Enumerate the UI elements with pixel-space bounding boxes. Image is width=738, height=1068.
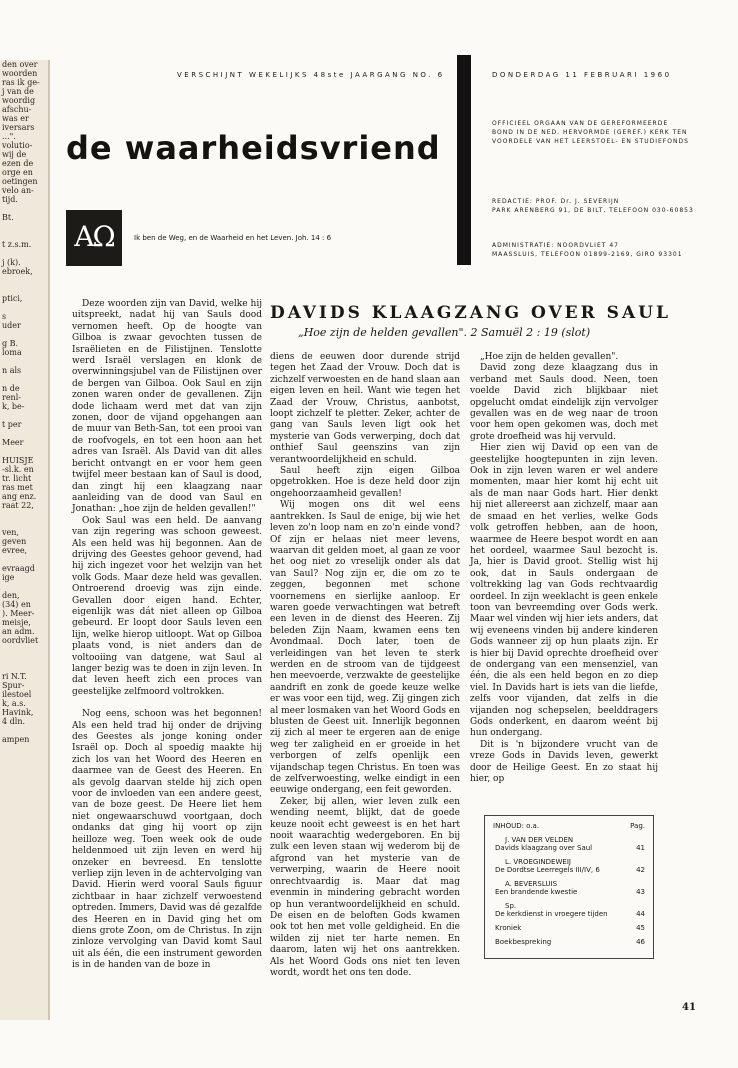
prev-page-line — [0, 447, 48, 456]
paragraph: Zeker, bij allen, wier leven zulk een wending neemt, blijkt, dat de goede keuze nooit echt geweest is en het hart nooit waarachtig wedergeboren. En bij zulk een leven staan wij wederom bij de afgrond van het mysterie van de verwerping, waarin de Heere nooit onrechtvaardig is. Maar dat mag evenmin in mindering gebracht worden op hun verantwoordelijkheid en schuld. De eisen en de beloften Gods kwamen ook tot hen met volle geldigheid. En die wilden zij niet ter harte nemen. En daarom, laten wij het ons aantrekken. Als het Woord Gods ons niet ten leven wordt, wordt het ons ten dode. — [270, 796, 460, 978]
paragraph: Wij mogen ons dit wel eens aantrekken. Is Saul de enige, bij wie het leven zo'n loop nam en zo'n einde vond? Of zijn er helaas niet meer levens, waarvan dit gelden moet, al gaan ze voor het oog niet zo vreselijk onder als dat van Saul? Nog zijn er, die om zo te zeggen, begonnen met schone voornemens en sierlijke aanloop. Er waren goede verwachtingen wat betreft een leven in de dienst des Heeren. Zij beleden Zijn Naam, kwamen eens ten Avondmaal. Doch later, toen de verleidingen van het leven te sterk werden en de stroom van de tijdgeest hen meevoerde, verzwakte de geestelijke aandrift en zonk de goede keuze welke er was voor een tijd, weg. Zij gingen zich al meer losmaken van het Woord Gods en blusten de Geest uit. Innerlijk begonnen zij zich al meer te ergeren aan de enige weg ter zaligheid en er groeide in het verborgen of zelfs openlijk een vijandschap tegen Christus. En toen was de zelfverwoesting, welke eindigt in een eeuwige ondergang, een feit geworden. — [270, 500, 460, 796]
prev-page-line: wij de — [2, 150, 27, 159]
editorial-info — [492, 197, 694, 215]
toc-title: De Dordtse Leerregels III/IV, 6 — [495, 866, 600, 874]
prev-page-line: geven — [2, 537, 27, 546]
prev-page-line: s — [2, 312, 7, 321]
toc-author: A. BEVERSLUIS — [505, 880, 558, 888]
toc-title: Boekbespreking — [495, 938, 552, 946]
paragraph: Nog eens, schoon was het begonnen! Als een held trad hij onder de drijving des Geestes als jonge koning onder Israël op. Doch al spoedig maakte hij zich los van het Woord des Heeren en daarmee van de Geest des Heeren. En als gevolg daarvan stelde hij zich open voor de invloeden van een andere geest, van de boze geest. De Heere liet hem niet ongewaarschuwd voortgaan, doch ondanks dat ging hij voort op zijn heilloze weg. Toen week ook de oude heldenmoed uit zijn leven en werd hij onzeker en bevreesd. En tenslotte verliep zijn leven in de achtervolging van David. Hierin werd vooral Sauls figuur zichtbaar in haar zichzelf verwoestend optreden. Immers, David was dé gezalfde des Heeren en in David ging het om diens grote Zoon, om de Christus. In zijn zinloze vervolging van David komt Saul uit als één, die een instrument geworden is in de handen van de boze in — [72, 709, 262, 971]
prev-page-line: -sl.k. en — [2, 465, 34, 474]
toc-page-label: Pag. — [630, 822, 645, 830]
prev-page-line — [0, 330, 48, 339]
article-subtitle: „Hoe zijn de helden gevallen". 2 Samuël 2 : 19 (slot) — [298, 326, 591, 339]
prev-page-line — [0, 582, 48, 591]
toc-entry — [493, 880, 645, 896]
prev-page-line: ilestoel — [2, 690, 32, 699]
prev-page-line: Bt. — [2, 213, 14, 222]
prev-page-line: Spur- — [2, 681, 25, 690]
article-column-2 — [270, 352, 460, 979]
prev-page-line: ezen de — [2, 159, 34, 168]
prev-page-line — [0, 285, 48, 294]
paragraph: Ook Saul was een held. De aanvang van zijn regering was schoon geweest. Als een held was hij begonnen. Aan de drijving des Geestes gehoor gevend, had hij zich ingezet voor het welzijn van het volk Gods. Maar deze held was gevallen. Ontroerend droevig was zijn einde. Gevallen door eigen hand. Echter, eigenlijk was dát niet alleen op Gilboa gebeurd. Er loopt door Sauls leven een lijn, welke hierop uitloopt. Wat op Gilboa plaats vond, is niet anders dan de voltooiing van datgene, wat Saul al langer bezig was te doen in zijn leven. In dat leven heeft zich een proces van geestelijke zelfmoord voltrokken. — [72, 515, 262, 697]
prev-page-line — [0, 555, 48, 564]
prev-page-line: raat 22, — [2, 501, 34, 510]
toc-author: L. VROEGINDEWEIJ — [505, 858, 571, 866]
masthead-date: DONDERDAG 11 FEBRUARI 1960 — [492, 71, 672, 79]
toc-heading: INHOUD: o.a. — [493, 822, 540, 830]
prev-page-line: t z.s.m. — [2, 240, 32, 249]
article-column-3 — [470, 352, 658, 785]
paragraph: Hier zien wij David op een van de geestelijke hoogtepunten in zijn leven. Ook in zijn leven waren er wel andere momenten, maar hier komt hij echt uit als de man naar Gods hart. Hier denkt hij niet allereerst aan zichzelf, maar aan de smaad en het verlies, welke Gods volk getroffen hebben, aan de hoon, waarmee de Heere bespot wordt en aan het oordeel, waarmee Saul bezocht is. Ja, hier is David groot. Stellig wist hij ook, dat in Sauls ondergaan de voltrekking lag van Gods rechtvaardig oordeel. In zijn weeklacht is geen enkele toon van bevreemding over Gods werk. Maar wel vinden wij hier iets anders, dat wij eveneens vinden bij andere kinderen Gods wanneer zij op hun plaats zijn. Er is hier bij David oprechte droefheid over de ondergang van een mensenziel, van één, die als een held begon en zo diep viel. In Davids hart is iets van die liefde, zelfs voor vijanden, dat zelfs in die vijanden nog schepselen, beelddragers Gods onderkent, en daarom weént bij hun ondergang. — [470, 443, 658, 739]
paragraph: Saul heeft zijn eigen Gilboa opgetrokken. Hoe is deze held door zijn ongehoorzaamheid gevallen! — [270, 466, 460, 499]
prev-page-line: j (k). — [2, 258, 21, 267]
prev-page-line: ri N.T. — [2, 672, 27, 681]
prev-page-line — [0, 276, 48, 285]
prev-page-line: ras met — [2, 483, 33, 492]
table-of-contents — [484, 815, 654, 959]
toc-title: Kroniek — [495, 924, 522, 932]
prev-page-line: ...". — [2, 132, 16, 141]
prev-page-line: oetingen — [2, 177, 38, 186]
masthead-publication-info: VERSCHIJNT WEKELIJKS 48ste JAARGANG NO. 6 — [177, 71, 445, 79]
prev-page-line: HUISJE — [2, 456, 34, 465]
prev-page-line: ampen — [2, 735, 30, 744]
toc-entry — [493, 924, 645, 932]
prev-page-line: was er — [2, 114, 29, 123]
prev-page-line: volutio- — [2, 141, 33, 150]
toc-entry — [493, 902, 645, 918]
toc-title: Een brandende kwestie — [495, 888, 578, 896]
previous-page-strip — [0, 60, 50, 1020]
prev-page-line: g B. — [2, 339, 19, 348]
prev-page-line — [0, 303, 48, 312]
prev-page-line: ige — [2, 573, 15, 582]
prev-page-line: ptici, — [2, 294, 23, 303]
prev-page-line — [0, 231, 48, 240]
prev-page-line: n als — [2, 366, 22, 375]
prev-page-line: evree, — [2, 546, 28, 555]
prev-page-line: t per — [2, 420, 22, 429]
toc-page: 43 — [636, 888, 645, 896]
prev-page-line: Meer — [2, 438, 24, 447]
organ-line: VOORDELE VAN HET LEERSTOEL- EN STUDIEFONDS — [492, 138, 689, 145]
prev-page-line — [0, 222, 48, 231]
prev-page-line: loma — [2, 348, 22, 357]
toc-page: 41 — [636, 844, 645, 852]
toc-header — [493, 822, 645, 830]
prev-page-line — [0, 411, 48, 420]
toc-title: Davids klaagzang over Saul — [495, 844, 593, 852]
prev-page-line: uder — [2, 321, 21, 330]
prev-page-line: ). Meer- — [2, 609, 35, 618]
paragraph: „Hoe zijn de helden gevallen". — [480, 352, 619, 362]
prev-page-line: tijd. — [2, 195, 18, 204]
prev-page-line — [0, 357, 48, 366]
prev-page-line — [0, 375, 48, 384]
prev-page-line: evraagd — [2, 564, 35, 573]
prev-page-line: n de — [2, 384, 20, 393]
prev-page-line — [0, 519, 48, 528]
toc-entry — [493, 938, 645, 946]
prev-page-line: afschu- — [2, 105, 32, 114]
prev-page-line: meisje, — [2, 618, 31, 627]
administration-line: MAASSLUIS, TELEFOON 01899-2169, GIRO 93301 — [492, 251, 683, 258]
page-number: 41 — [682, 1002, 696, 1013]
paragraph: diens de eeuwen door durende strijd tegen het Zaad der Vrouw. Doch dat is zichzelf verwoesten en de hand slaan aan eigen leven en heil. Want wie tegen het Zaad der Vrouw, Christus, aanbotst, loopt zichzelf te pletter. Zeker, achter de gang van Sauls leven ligt ook het mysterie van Gods verwerping, doch dat onthief Saul geenszins van zijn verantwoordelijkheid en schuld. — [270, 352, 460, 465]
prev-page-line — [0, 645, 48, 654]
prev-page-line: ang enz. — [2, 492, 37, 501]
prev-page-line: k, a.s. — [2, 699, 26, 708]
prev-page-line — [0, 663, 48, 672]
prev-page-line: ras ik ge- — [2, 78, 40, 87]
toc-author: J. VAN DER VELDEN — [505, 836, 574, 844]
paragraph: David zong deze klaagzang dus in verband met Sauls dood. Neen, toen voelde David zich blijkbaar niet opgelucht omdat eindelijk zijn vervolger gevallen was en de weg naar de troon voor hem open gekomen was, doch met grote droefheid was hij vervuld. — [470, 363, 658, 442]
prev-page-line: woorden — [2, 69, 38, 78]
administration-info — [492, 241, 683, 259]
toc-page: 46 — [636, 938, 645, 946]
prev-page-line: woordig — [2, 96, 36, 105]
prev-page-line — [0, 204, 48, 213]
prev-page-line — [0, 654, 48, 663]
motto: Ik ben de Weg, en de Waarheid en het Leven. Joh. 14 : 6 — [134, 234, 332, 242]
prev-page-line — [0, 726, 48, 735]
prev-page-line: 4 dln. — [2, 717, 26, 726]
prev-page-line — [0, 510, 48, 519]
organ-line: OFFICIEEL ORGAAN VAN DE GEREFORMEERDE — [492, 120, 669, 127]
prev-page-line: oordvliet — [2, 636, 39, 645]
prev-page-line: iversars — [2, 123, 35, 132]
prev-page-line: orge en — [2, 168, 33, 177]
prev-page-line: den, — [2, 591, 20, 600]
prev-page-line: Havink, — [2, 708, 34, 717]
newspaper-title: de waarheidsvriend — [66, 129, 441, 167]
newspaper-page — [52, 55, 732, 1025]
toc-title: De kerkdienst in vroegere tijden — [495, 910, 608, 918]
article-title: DAVIDS KLAAGZANG OVER SAUL — [270, 303, 671, 323]
prev-page-line: ebroek, — [2, 267, 33, 276]
paragraph: Deze woorden zijn van David, welke hij uitspreekt, nadat hij van Sauls dood vernomen heeft. Op de hoogte van Gilboa is zwaar gevochten tussen de Israëlieten en de Filistijnen. Tenslotte werd Israël verslagen en klonk de overwinningsjubel van de Filistijnen over de bergen van Gilboa. Ook Saul en zijn zonen waren onder de gevallenen. Zijn dode lichaam werd met dat van zijn zonen, door de vijand opgehangen aan de muur van Beth-San, tot een prooi van de roofvogels, en tot een hoon aan het adres van Israël. Als David van dit alles bericht ontvangt en er voor hem geen twijfel meer bestaan kan of Saul is dood, dan zingt hij een klaagzang naar aanleiding van de dood van Saul en Jonathan: „hoe zijn de helden gevallen!" — [72, 299, 262, 515]
prev-page-line — [0, 429, 48, 438]
prev-page-line — [0, 249, 48, 258]
organ-info — [492, 119, 689, 146]
organ-line: BOND IN DE NED. HERVORMDE (GEREF.) KERK TEN — [492, 129, 688, 136]
toc-page: 45 — [636, 924, 645, 932]
editorial-line: PARK ARENBERG 91, DE BILT, TELEFOON 030-60853 — [492, 207, 694, 214]
prev-page-line: renl- — [2, 393, 21, 402]
prev-page-line: tr. licht — [2, 474, 32, 483]
prev-page-line: j van de — [2, 87, 34, 96]
prev-page-line: velo an- — [2, 186, 34, 195]
prev-page-line: den over — [2, 60, 38, 69]
editorial-line: REDACTIE: PROF. Dr. J. SEVERIJN — [492, 198, 620, 205]
article-column-1 — [72, 299, 262, 972]
toc-page: 42 — [636, 866, 645, 874]
toc-page: 44 — [636, 910, 645, 918]
toc-author: Sp. — [505, 902, 517, 910]
prev-page-line: k, be- — [2, 402, 25, 411]
masthead-divider-bar — [457, 55, 471, 265]
paragraph: Dit is 'n bijzondere vrucht van de vreze Gods in Davids leven, gewerkt door de Heilige Geest. En zo staat hij hier, op — [470, 739, 658, 785]
toc-entry — [493, 858, 645, 874]
prev-page-line: ven, — [2, 528, 19, 537]
toc-entry — [493, 836, 645, 852]
alpha-omega-logo: AΩ — [66, 210, 122, 266]
administration-line: ADMINISTRATIE: NOORDVLIET 47 — [492, 242, 619, 249]
prev-page-line: an adm. — [2, 627, 35, 636]
prev-page-line: (34) en — [2, 600, 31, 609]
